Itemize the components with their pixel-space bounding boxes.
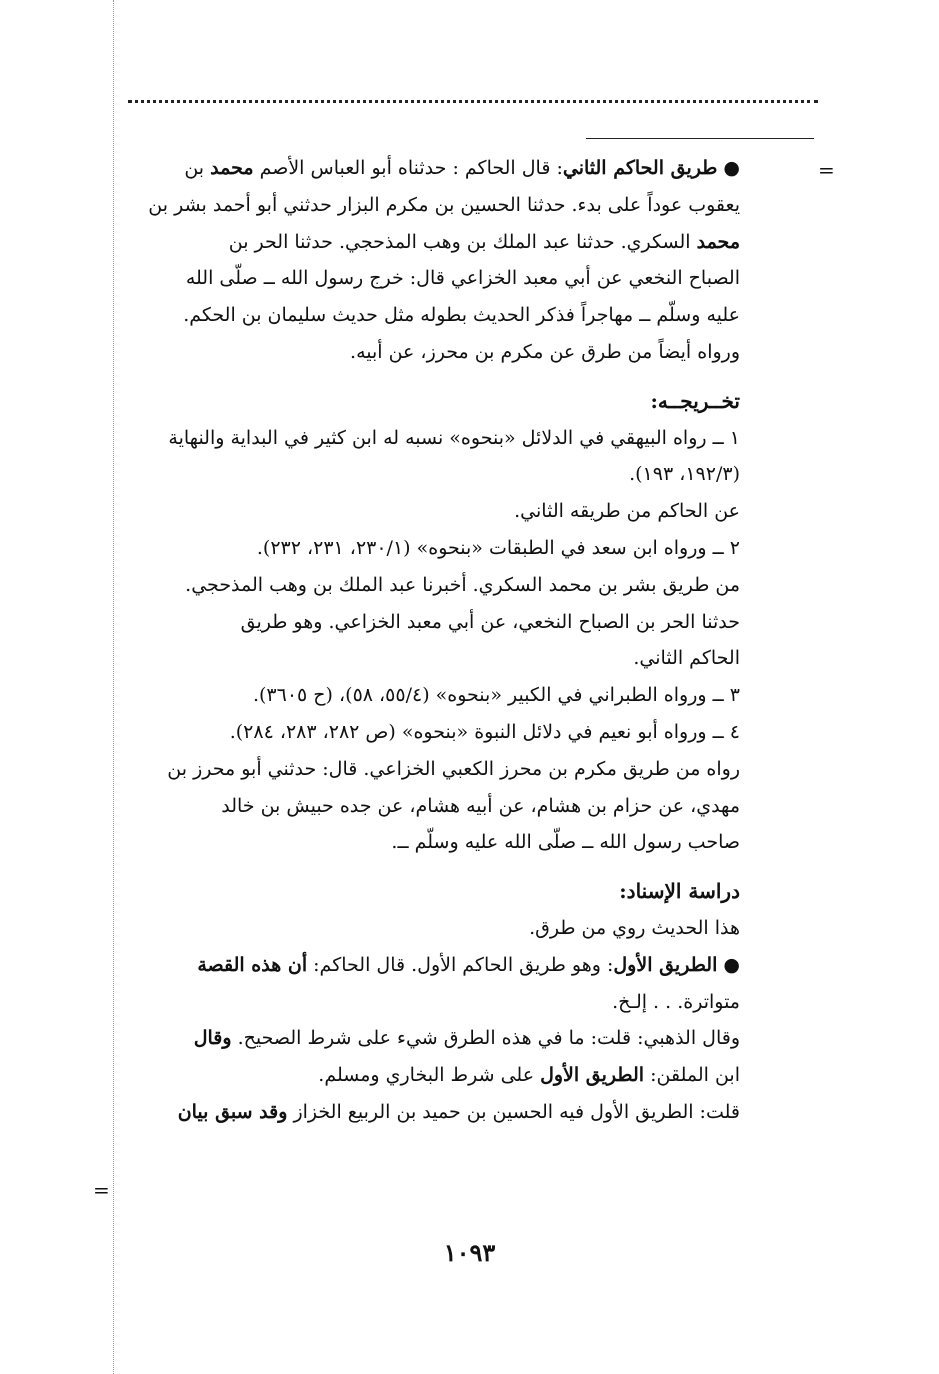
text-line: [118, 150, 740, 187]
bold-phrase: الطريق الأول: [540, 1064, 645, 1087]
section-takhrij: [118, 383, 740, 861]
text-line: صاحب رسول الله ــ صلّى الله عليه وسلّم ــ.: [391, 831, 740, 854]
text-segment: ابن الملقن:: [644, 1064, 740, 1087]
continuation-mark-bottom: =: [93, 1178, 110, 1202]
text-line: ٣ ــ ورواه الطبراني في الكبير «بنحوه» (٥٥/٤، ٥٨)، (ح ٣٦٠٥).: [252, 684, 740, 707]
section-label: طريق الحاكم الثاني: [562, 157, 718, 179]
text-segment: : وهو طريق الحاكم الأول. قال الحاكم:: [307, 953, 614, 976]
left-margin-guide: [113, 0, 114, 1374]
text-line: هذا الحديث روي من طرق.: [529, 916, 740, 939]
text-segment: قلت: الطريق الأول فيه الحسين بن حميد بن الربيع الخزاز: [287, 1100, 740, 1123]
text-line: رواه من طريق مكرم بن محرز الكعبي الخزاعي. قال: حدثني أبو محرز بن: [167, 757, 740, 780]
text-line: الحاكم الثاني.: [633, 647, 740, 670]
section-label: الطريق الأول: [613, 953, 718, 976]
bold-phrase: وقال: [193, 1027, 232, 1050]
bold-name: محمد: [696, 230, 740, 253]
text-line: [118, 947, 740, 984]
text-line: [118, 1020, 740, 1057]
text-line: عليه وسلّم ــ مهاجراً فذكر الحديث بطوله مثل حديث سليمان بن الحكم.: [183, 304, 740, 327]
text-line: يعقوب عوداً على بدء. حدثنا الحسين بن مكرم البزار حدثني أبو أحمد بشر بن: [148, 193, 740, 216]
header-rule: [586, 138, 814, 139]
bold-name: محمد: [210, 157, 254, 179]
text-line: الصباح النخعي عن أبي معبد الخزاعي قال: خرج رسول الله ــ صلّى الله: [185, 267, 740, 290]
bullet-icon: ●: [723, 953, 740, 976]
text-line: عن الحاكم من طريقه الثاني.: [514, 500, 740, 523]
section-hakim-second: [118, 150, 740, 371]
text-line: [118, 1057, 740, 1094]
text-segment: على شرط البخاري ومسلم.: [318, 1064, 541, 1087]
page-number: ١٠٩٣: [443, 1238, 496, 1267]
text-line: [118, 224, 740, 261]
text-segment: بن: [184, 157, 211, 179]
bold-phrase: وقد سبق بيان: [177, 1100, 288, 1123]
text-line: من طريق بشر بن محمد السكري. أخبرنا عبد الملك بن وهب المذحجي.: [185, 573, 740, 596]
bullet-icon: ●: [723, 157, 740, 179]
text-line: ٢ ــ ورواه ابن سعد في الطبقات «بنحوه» (٢٣٠/١، ٢٣١، ٢٣٢).: [256, 536, 740, 559]
text-line: مهدي، عن حزام بن هشام، عن أبيه هشام، عن جده حبيش بن خالد: [221, 794, 740, 817]
text-line: ١ ــ رواه البيهقي في الدلائل «بنحوه» نسبه له ابن كثير في البداية والنهاية: [168, 426, 740, 449]
page-body: [118, 150, 740, 1131]
section-isnad-study: [118, 873, 740, 1131]
text-segment: : قال الحاكم : حدثناه أبو العباس الأصم: [253, 157, 563, 179]
bold-phrase: أن هذه القصة: [197, 953, 308, 976]
text-line: ورواه أيضاً من طرق عن مكرم بن محرز، عن أبيه.: [350, 340, 740, 363]
text-segment: السكري. حدثنا عبد الملك بن وهب المذحجي. حدثنا الحر بن: [228, 230, 697, 253]
text-line: متواترة. . . إلـخ.: [612, 990, 740, 1013]
continuation-mark-top: =: [818, 158, 835, 182]
text-line: (١٩٢/٣، ١٩٣).: [629, 463, 740, 486]
text-line: ٤ ــ ورواه أبو نعيم في دلائل النبوة «بنحوه» (ص ٢٨٢، ٢٨٣، ٢٨٤).: [229, 720, 740, 743]
text-line: [118, 1094, 740, 1131]
section-heading: تخــريجــه:: [650, 388, 740, 413]
dotted-separator: [128, 100, 818, 103]
text-line: حدثنا الحر بن الصباح النخعي، عن أبي معبد الخزاعي. وهو طريق: [240, 610, 740, 633]
text-segment: وقال الذهبي: قلت: ما في هذه الطرق شيء على شرط الصحيح.: [231, 1027, 740, 1050]
section-heading: دراسة الإسناد:: [619, 879, 740, 904]
